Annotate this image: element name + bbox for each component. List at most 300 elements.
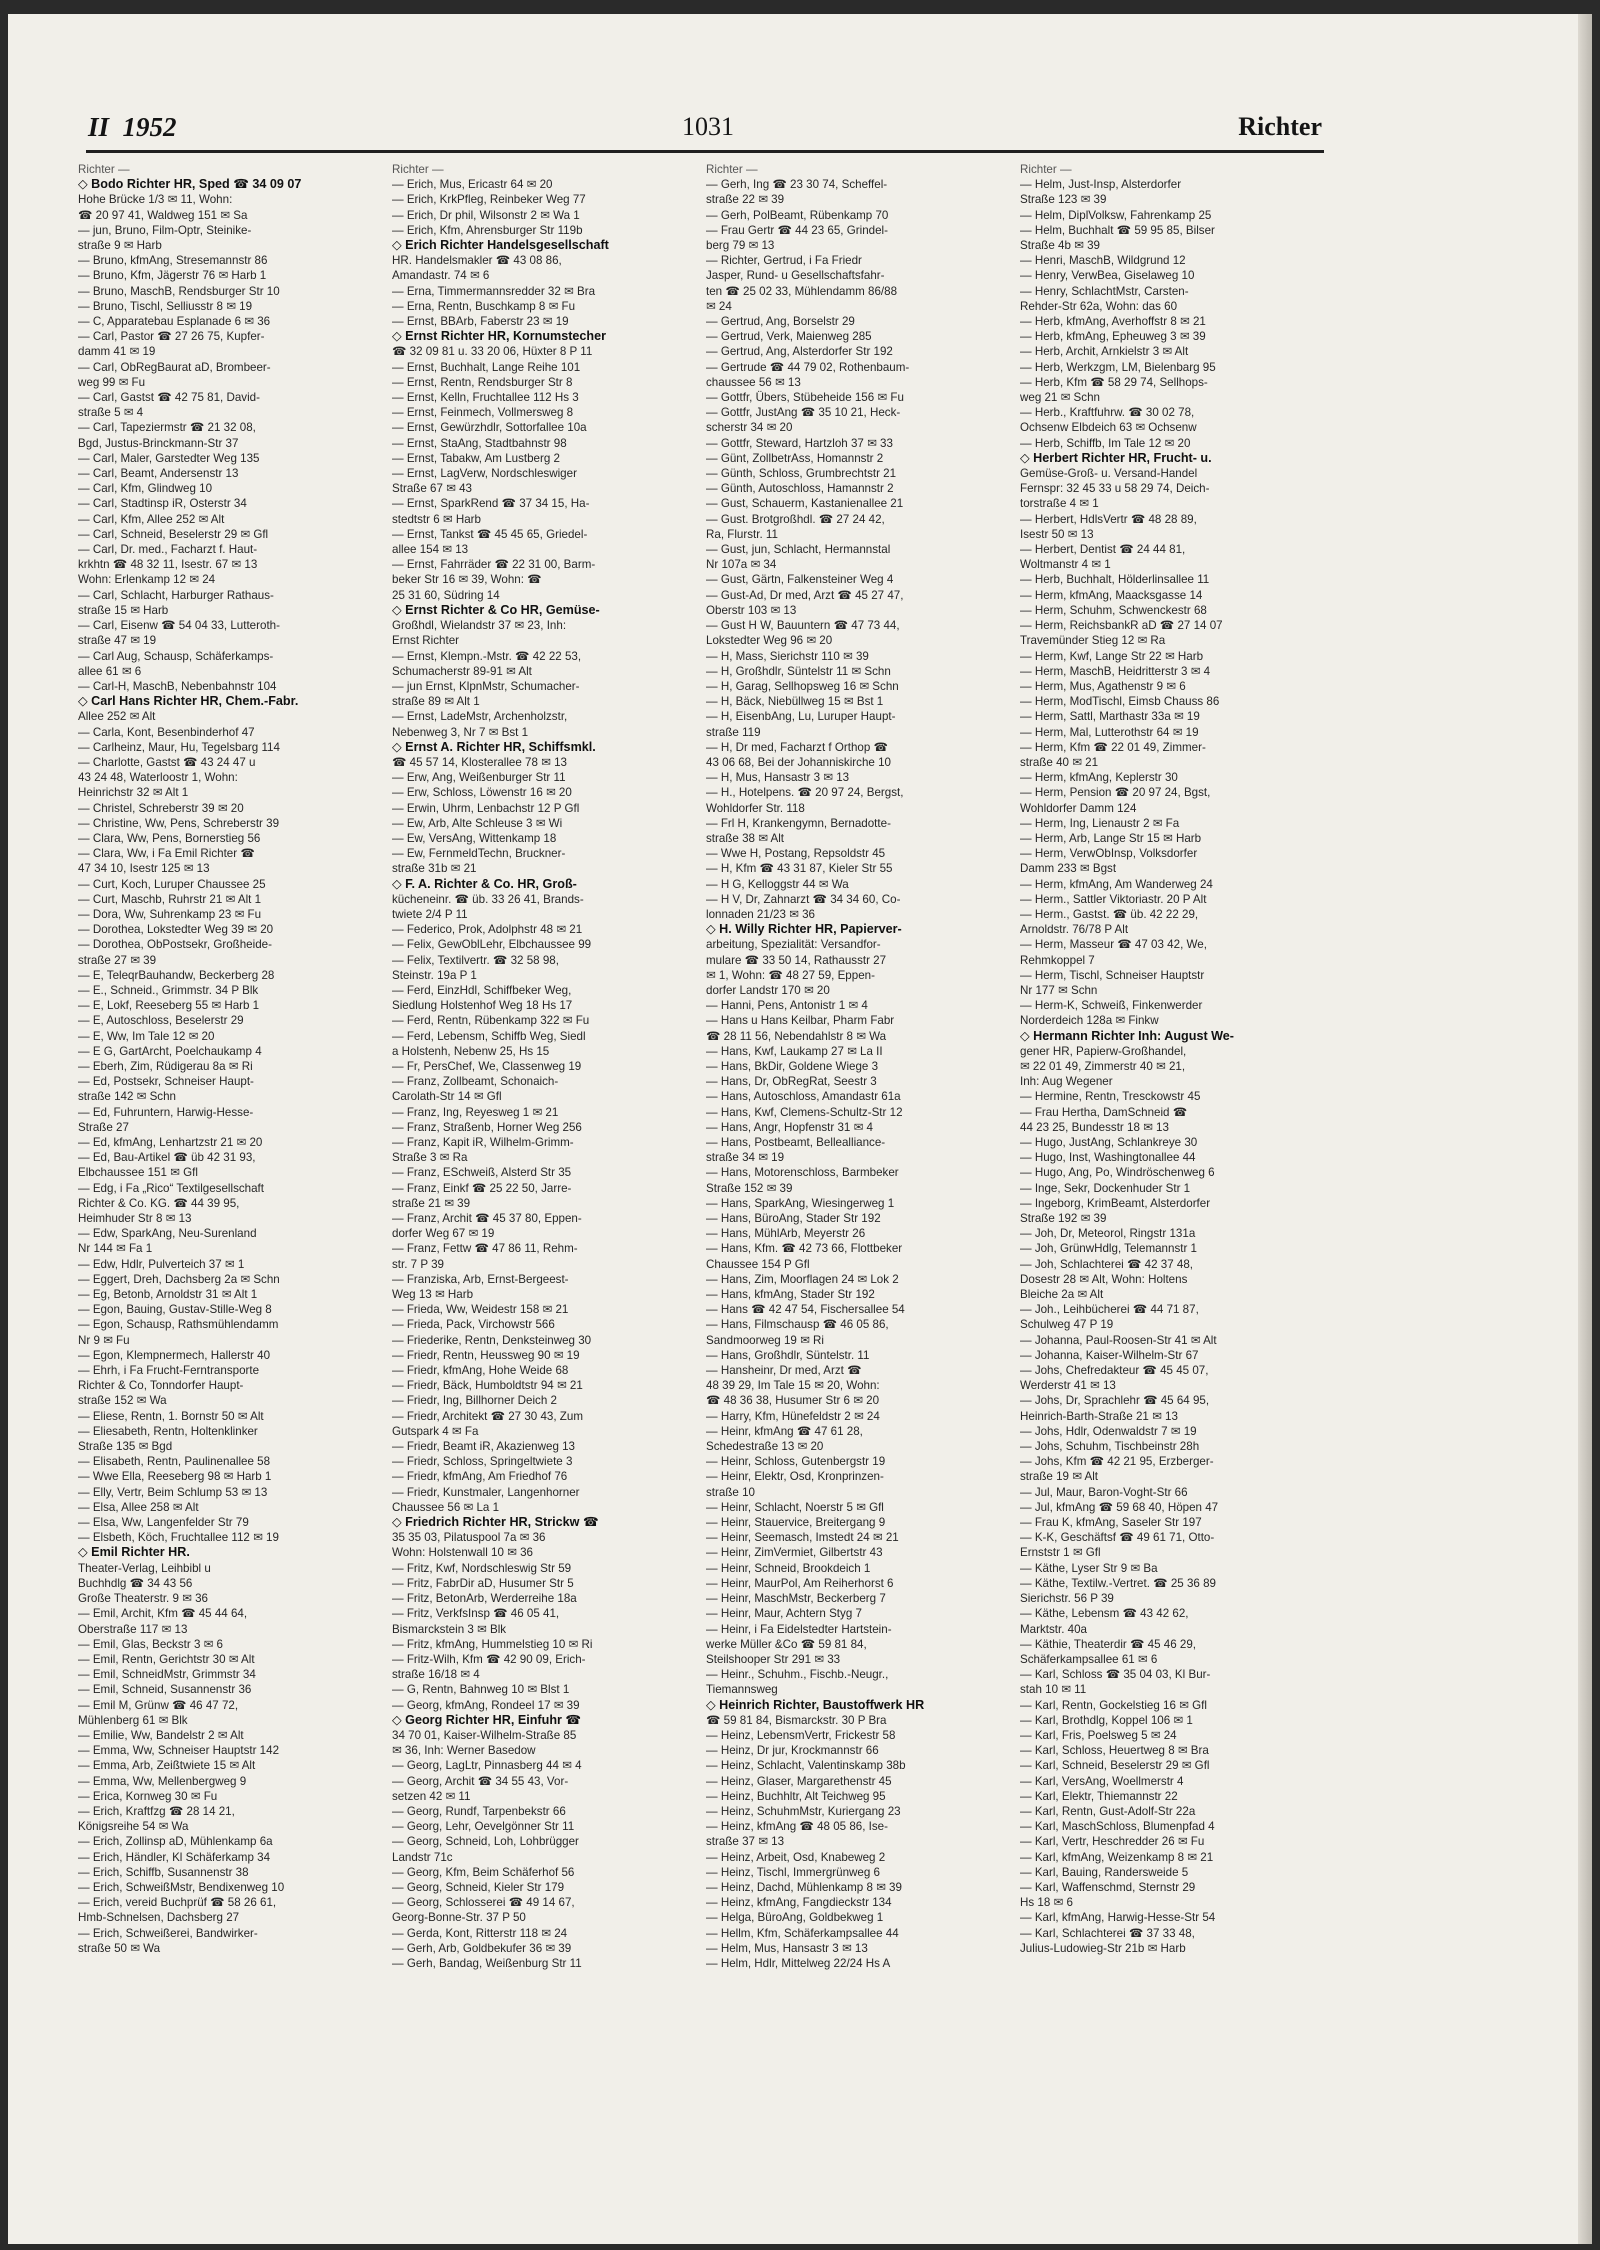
directory-entry-line: ☎ 28 11 56, Nebendahlstr 8 ✉ Wa (706, 1029, 887, 1043)
directory-entry-line: — Karl, Fris, Poelsweg 5 ✉ 24 (1020, 1728, 1177, 1742)
directory-entry-line: Straße 67 ✉ 43 (392, 482, 472, 496)
directory-entry-line: — Carl, Kfm, Glindweg 10 (78, 482, 213, 496)
directory-entry-line: Bleiche 2a ✉ Alt (1020, 1288, 1104, 1302)
directory-entry-line: — Joh, GrünwHdlg, Telemannstr 1 (1020, 1242, 1197, 1256)
directory-entry-line: — H., Hotelpens. ☎ 20 97 24, Bergst, (706, 786, 904, 800)
directory-entry-line: — Carl, Pastor ☎ 27 26 75, Kupfer- (78, 330, 265, 344)
directory-entry-line: — Emil M, Grünw ☎ 46 47 72, (78, 1698, 239, 1712)
directory-entry-line: — Johanna, Paul-Roosen-Str 41 ✉ Alt (1020, 1333, 1217, 1347)
directory-entry-line: straße 19 ✉ Alt (1020, 1470, 1099, 1484)
directory-entry-line: — Käthe, Lebensm ☎ 43 42 62, (1020, 1607, 1189, 1621)
directory-entry-line: Straße 135 ✉ Bgd (78, 1440, 173, 1454)
directory-entry-line: Nr 177 ✉ Schn (1020, 983, 1098, 997)
directory-entry-line: Hohe Brücke 1/3 ✉ 11, Wohn: (78, 193, 233, 207)
directory-entry-line: — H G, Kelloggstr 44 ✉ Wa (706, 877, 849, 891)
directory-entry-line: Nr 9 ✉ Fu (78, 1333, 130, 1347)
directory-entry-line: Gutspark 4 ✉ Fa (392, 1424, 479, 1438)
directory-entry-line: — Erich, Schiffb, Susannenstr 38 (78, 1865, 249, 1879)
directory-entry-line: — Eliese, Rentn, 1. Bornstr 50 ✉ Alt (78, 1409, 264, 1423)
directory-entry-line: str. 7 P 39 (392, 1257, 444, 1271)
directory-entry-line: — Herm, MaschB, Heidritterstr 3 ✉ 4 (1020, 664, 1211, 678)
directory-entry-line: Sierichstr. 56 P 39 (1020, 1592, 1114, 1606)
directory-entry-line: — Emma, Ww, Schneiser Hauptstr 142 (78, 1744, 280, 1758)
directory-entry-line: — Herb, Archit, Arnkielstr 3 ✉ Alt (1020, 345, 1189, 359)
directory-entry-line: — H V, Dr, Zahnarzt ☎ 34 34 60, Co- (706, 892, 901, 906)
directory-entry-line: — Carl, Tapeziermstr ☎ 21 32 08, (78, 421, 256, 435)
directory-entry-line: — Friedr, Rentn, Heussweg 90 ✉ 19 (392, 1348, 580, 1362)
directory-entry-line: chaussee 56 ✉ 13 (706, 375, 801, 389)
directory-entry-line: — Carlheinz, Maur, Hu, Tegelsbarg 114 (78, 740, 280, 754)
directory-entry-line: — Carl, Dr. med., Facharzt f. Haut- (78, 543, 258, 557)
directory-entry-line: straße 47 ✉ 19 (78, 634, 157, 648)
directory-entry-line: Julius-Ludowieg-Str 21b ✉ Harb (1020, 1941, 1186, 1955)
directory-entry-line: Rehmkoppel 7 (1020, 953, 1095, 967)
directory-entry-line: 35 35 03, Pilatuspool 7a ✉ 36 (392, 1531, 546, 1545)
directory-entry-line: 44 23 25, Bundesstr 18 ✉ 13 (1020, 1120, 1169, 1134)
directory-entry-line: — Karl, Schlachterei ☎ 37 33 48, (1020, 1926, 1195, 1940)
directory-entry-line: Georg-Bonne-Str. 37 P 50 (392, 1911, 526, 1925)
directory-entry-line: — Friedr, kfmAng, Hohe Weide 68 (392, 1364, 569, 1378)
directory-entry-line: — Ehrh, i Fa Frucht-Ferntransporte (78, 1364, 260, 1378)
directory-entry-line: Wohn: Holstenwall 10 ✉ 36 (392, 1546, 533, 1560)
directory-entry-line: — Frieda, Ww, Weidestr 158 ✉ 21 (392, 1303, 569, 1317)
directory-entry-line: 25 31 60, Südring 14 (392, 588, 500, 602)
directory-entry-line: Arnoldstr. 76/78 P Alt (1020, 923, 1129, 937)
directory-entry-line: — Herbert, HdlsVertr ☎ 48 28 89, (1020, 512, 1197, 526)
directory-entry-line: ☎ 20 97 41, Waldweg 151 ✉ Sa (78, 208, 248, 222)
directory-entry-line: — Emil, Glas, Beckstr 3 ✉ 6 (78, 1637, 224, 1651)
directory-entry-line: — Hans, Filmschausp ☎ 46 05 86, (706, 1318, 889, 1332)
directory-entry-line: — Emil, Schneid, Susannenstr 36 (78, 1683, 252, 1697)
directory-entry-line: — Erich, Mus, Ericastr 64 ✉ 20 (392, 178, 553, 192)
volume-number: II (88, 112, 110, 142)
directory-entry-line: ◇ Friedrich Richter HR, Strickw ☎ (392, 1515, 599, 1530)
directory-entry-line: — Heinr, MaschMstr, Beckerberg 7 (706, 1592, 886, 1606)
directory-entry-line: — Heinr, MaurPol, Am Reiherhorst 6 (706, 1576, 894, 1590)
directory-entry-line: — Egon, Bauing, Gustav-Stille-Weg 8 (78, 1303, 272, 1317)
directory-entry-line: — H, Dr med, Facharzt f Orthop ☎ (706, 740, 888, 754)
directory-entry-line: Inh: Aug Wegener (1020, 1075, 1113, 1089)
directory-entry-line: Tiemannsweg (706, 1683, 778, 1697)
directory-entry-line: — H, Mass, Sierichstr 110 ✉ 39 (706, 649, 869, 663)
directory-entry-line: — E, Lokf, Reeseberg 55 ✉ Harb 1 (78, 999, 260, 1013)
directory-entry-line: Weg 13 ✉ Harb (392, 1288, 474, 1302)
directory-entry-line: straße 142 ✉ Schn (78, 1090, 177, 1104)
directory-entry-line: Lokstedter Weg 96 ✉ 20 (706, 634, 833, 648)
directory-entry-line: — Gust, Gärtn, Falkensteiner Weg 4 (706, 573, 894, 587)
directory-entry-line: Ochsenw Elbdeich 63 ✉ Ochsenw (1020, 421, 1197, 435)
page-edge (1578, 14, 1592, 2244)
directory-entry-line: — Heinz, Arbeit, Osd, Knabeweg 2 (706, 1850, 886, 1864)
directory-entry-line: — Georg, Rundf, Tarpenbekstr 66 (392, 1804, 566, 1818)
directory-entry-line: — Erich, Schweißerei, Bandwirker- (78, 1926, 258, 1940)
directory-entry-line: — Erw, Ang, Weißenburger Str 11 (392, 771, 566, 785)
directory-entry-line: — Karl, kfmAng, Harwig-Hesse-Str 54 (1020, 1911, 1216, 1925)
column-1 (78, 162, 384, 2162)
directory-entry-line: Steilshooper Str 291 ✉ 33 (706, 1652, 841, 1666)
directory-entry-line: — Ernst, LagVerw, Nordschleswiger (392, 467, 577, 481)
directory-entry-line: — Emil, Archit, Kfm ☎ 45 44 64, (78, 1607, 248, 1621)
directory-entry-line: — Friedr, Bäck, Humboldtstr 94 ✉ 21 (392, 1379, 583, 1393)
directory-entry-line: — Erich, Händler, Kl Schäferkamp 34 (78, 1850, 271, 1864)
directory-entry-line: — Fritz, BetonArb, Werderreihe 18a (392, 1592, 577, 1606)
directory-entry-line: Straße 4b ✉ 39 (1020, 239, 1100, 253)
directory-entry-line: — H, Großhdlr, Süntelstr 11 ✉ Schn (706, 664, 891, 678)
directory-entry-line: Heinrichstr 32 ✉ Alt 1 (78, 786, 189, 800)
directory-entry-line: krkhtn ☎ 48 32 11, Isestr. 67 ✉ 13 (78, 558, 258, 572)
directory-entry-line: — H, Kfm ☎ 43 31 87, Kieler Str 55 (706, 862, 893, 876)
directory-entry-line: lonnaden 21/23 ✉ 36 (706, 907, 815, 921)
directory-entry-line: — Herm, Kfm ☎ 22 01 49, Zimmer- (1020, 740, 1206, 754)
directory-entry-line: — Carl-H, MaschB, Nebenbahnstr 104 (78, 679, 277, 693)
directory-entry-line: straße 119 (706, 725, 761, 739)
directory-entry-line: — Harry, Kfm, Hünefeldstr 2 ✉ 24 (706, 1409, 880, 1423)
directory-entry-line: beker Str 16 ✉ 39, Wohn: ☎ (392, 573, 542, 587)
directory-entry-line: — Helga, BüroAng, Goldbekweg 1 (706, 1911, 884, 1925)
directory-entry-line: — Karl, MaschSchloss, Blumenpfad 4 (1020, 1820, 1215, 1834)
directory-entry-line: — Heinz, Dachd, Mühlenkamp 8 ✉ 39 (706, 1880, 902, 1894)
directory-entry-line: — Herm, VerwObInsp, Volksdorfer (1020, 847, 1198, 861)
directory-entry-line: — Heinz, Buchhltr, Alt Teichweg 95 (706, 1789, 886, 1803)
directory-entry-line: — Heinz, SchuhmMstr, Kuriergang 23 (706, 1804, 901, 1818)
directory-entry-line: — Käthe, Textilw.-Vertret. ☎ 25 36 89 (1020, 1576, 1216, 1590)
directory-entry-line: Bismarckstein 3 ✉ Blk (392, 1622, 507, 1636)
directory-entry-line: — Hans, Postbeamt, Bellealliance- (706, 1136, 886, 1149)
directory-entry-line: — Karl, Schloss ☎ 35 04 03, Kl Bur- (1020, 1668, 1211, 1682)
directory-entry-line: — Edw, Hdlr, Pulverteich 37 ✉ 1 (78, 1257, 245, 1271)
directory-entry-line: Marktstr. 40a (1020, 1622, 1088, 1636)
directory-entry-line: Isestr 50 ✉ 13 (1020, 527, 1094, 541)
directory-entry-line: Nr 107a ✉ 34 (706, 558, 777, 572)
directory-entry-line: — E G, GartArcht, Poelchaukamp 4 (78, 1044, 262, 1058)
directory-entry-line: — Heinr, Seemasch, Imstedt 24 ✉ 21 (706, 1531, 899, 1545)
directory-entry-line: ◇ Ernst Richter HR, Kornumstecher (392, 329, 607, 344)
directory-entry-line: — Hans, Kwf, Laukamp 27 ✉ La II (706, 1044, 883, 1058)
directory-entry-line: — Joh., Leihbücherei ☎ 44 71 87, (1020, 1303, 1199, 1317)
directory-entry-line: ◇ Heinrich Richter, Baustoffwerk HR (706, 1697, 925, 1712)
directory-entry-line: — Herb, kfmAng, Averhoffstr 8 ✉ 21 (1020, 315, 1206, 329)
directory-entry-line: — Karl, Brothdlg, Koppel 106 ✉ 1 (1020, 1713, 1193, 1727)
directory-entry-line: Straße 27 (78, 1120, 129, 1134)
directory-entry-line: — Gerh, PolBeamt, Rübenkamp 70 (706, 208, 889, 222)
directory-entry-line: — Heinr, Schlacht, Noerstr 5 ✉ Gfl (706, 1500, 884, 1514)
directory-entry-line: 47 34 10, Isestr 125 ✉ 13 (78, 862, 210, 876)
directory-entry-line: — Johs, Hdlr, Odenwaldstr 7 ✉ 19 (1020, 1424, 1197, 1438)
directory-entry-line: — Clara, Ww, Pens, Bornerstieg 56 (78, 831, 261, 845)
directory-entry-line: — Hans u Hans Keilbar, Pharm Fabr (706, 1014, 895, 1028)
directory-entry-line: — Frl H, Krankengymn, Bernadotte- (706, 816, 891, 830)
directory-entry-line: — Herb., Kraftfuhrw. ☎ 30 02 78, (1020, 406, 1195, 420)
directory-entry-line: — Wwe H, Postang, Repsoldstr 45 (706, 847, 886, 861)
directory-entry-line: Königsreihe 54 ✉ Wa (78, 1820, 189, 1834)
directory-entry-line: — Herm, Mal, Lutterothstr 64 ✉ 19 (1020, 725, 1199, 739)
directory-entry-line: — Henry, SchlachtMstr, Carsten- (1020, 284, 1189, 298)
directory-entry-line: — Fritz, FabrDir aD, Husumer Str 5 (392, 1576, 574, 1590)
directory-page (8, 14, 1592, 2244)
directory-entry-line: — Fr, PersChef, We, Classenweg 19 (392, 1059, 582, 1073)
directory-entry-line: — Herm, Tischl, Schneiser Hauptstr (1020, 968, 1205, 982)
directory-entry-line: — Georg, Kfm, Beim Schäferhof 56 (392, 1865, 575, 1879)
directory-entry-line: — Friedr, kfmAng, Am Friedhof 76 (392, 1470, 568, 1484)
directory-entry-line: — Johs, Kfm ☎ 42 21 95, Erzberger- (1020, 1455, 1214, 1469)
directory-entry-line: — Ferd, Lebensm, Schiffb Weg, Siedl (392, 1029, 586, 1043)
directory-entry-line: ◇ F. A. Richter & Co. HR, Groß- (392, 876, 577, 891)
directory-entry-line: — Helm, Buchhalt ☎ 59 95 85, Bilser (1020, 223, 1215, 237)
directory-entry-line: ☎ 59 81 84, Bismarckstr. 30 P Bra (706, 1713, 887, 1727)
directory-entry-line: — Egon, Schausp, Rathsmühlendamm (78, 1318, 279, 1332)
directory-entry-line: — Edg, i Fa „Rico“ Textilgesellschaft (78, 1181, 264, 1195)
directory-entry-line: — Heinr., Schuhm., Fischb.-Neugr., (706, 1668, 889, 1682)
directory-entry-line: a Holstenh, Nebenw 25, Hs 15 (392, 1044, 550, 1058)
directory-entry-line: straße 152 ✉ Wa (78, 1394, 167, 1408)
directory-entry-line: Allee 252 ✉ Alt (78, 710, 156, 724)
directory-entry-line: — Gust H W, Bauuntern ☎ 47 73 44, (706, 619, 900, 633)
directory-entry-line: 43 06 68, Bei der Johanniskirche 10 (706, 755, 891, 769)
directory-entry-line: 34 70 01, Kaiser-Wilhelm-Straße 85 (392, 1728, 577, 1742)
directory-entry-line: — Elsa, Ww, Langenfelder Str 79 (78, 1516, 249, 1530)
directory-entry-line: — Georg, kfmAng, Rondeel 17 ✉ 39 (392, 1698, 580, 1712)
directory-entry-line: kücheneinr. ☎ üb. 33 26 41, Brands- (392, 892, 584, 906)
directory-entry-line: Amandastr. 74 ✉ 6 (392, 269, 490, 283)
directory-entry-line: ◇ Erich Richter Handelsgesellschaft (392, 238, 609, 253)
directory-entry-line: Oberstr 103 ✉ 13 (706, 603, 797, 617)
directory-entry-line: — Fritz, kfmAng, Hummelstieg 10 ✉ Ri (392, 1637, 593, 1651)
directory-entry-line: — H, Bäck, Niebüllweg 15 ✉ Bst 1 (706, 695, 884, 709)
directory-entry-line: twiete 2/4 P 11 (392, 907, 468, 921)
directory-entry-line: — Hans, MühlArb, Meyerstr 26 (706, 1227, 866, 1241)
directory-entry-line: — Georg, Archit ☎ 34 55 43, Vor- (392, 1774, 569, 1788)
directory-entry-line: — Carl, Maler, Garstedter Weg 135 (78, 451, 260, 465)
volume-year (88, 112, 177, 143)
directory-entry-line: — Bruno, kfmAng, Stresemannstr 86 (78, 254, 268, 268)
directory-entry-line: — Frieda, Pack, Virchowstr 566 (392, 1318, 555, 1332)
directory-entry-line: — Ernst, Buchhalt, Lange Reihe 101 (392, 360, 581, 374)
directory-entry-line: — Gust, jun, Schlacht, Hermannstal (706, 543, 891, 557)
directory-entry-line: ◇ Herbert Richter HR, Frucht- u. (1020, 450, 1212, 465)
directory-entry-line: — Franz, Fettw ☎ 47 86 11, Rehm- (392, 1242, 578, 1256)
directory-entry-line: — Carl, ObRegBaurat aD, Brombeer- (78, 360, 271, 374)
directory-entry-line: — Herb, Werkzgm, LM, Bielenbarg 95 (1020, 360, 1216, 374)
directory-entry-line: stedtstr 6 ✉ Harb (392, 512, 481, 526)
directory-entry-line: — Emil, SchneidMstr, Grimmstr 34 (78, 1668, 256, 1682)
directory-entry-line: — Ernst, Klempn.-Mstr. ☎ 42 22 53, (392, 649, 582, 663)
directory-entry-line: — Erich, Kfm, Ahrensburger Str 119b (392, 223, 583, 237)
directory-entry-line: — Friedr, Schloss, Springeltwiete 3 (392, 1455, 573, 1469)
directory-entry-line: — Hans, Dr, ObRegRat, Seestr 3 (706, 1075, 877, 1089)
directory-entry-line: gener HR, Papierw-Großhandel, (1020, 1044, 1187, 1058)
directory-entry-line: Straße 192 ✉ 39 (1020, 1212, 1107, 1226)
directory-entry-line: — Henri, MaschB, Wildgrund 12 (1020, 254, 1186, 268)
directory-entry-line: — Karl, kfmAng, Weizenkamp 8 ✉ 21 (1020, 1850, 1214, 1864)
directory-entry-line: — Carl, Eisenw ☎ 54 04 33, Lutteroth- (78, 619, 280, 633)
directory-entry-line: — Helm, Mus, Hansastr 3 ✉ 13 (706, 1941, 868, 1955)
directory-entry-line: straße 89 ✉ Alt 1 (392, 695, 480, 709)
directory-entry-line: 48 39 29, Im Tale 15 ✉ 20, Wohn: (706, 1379, 880, 1393)
directory-entry-line: — Emma, Arb, Zeißtwiete 15 ✉ Alt (78, 1759, 256, 1773)
directory-entry-line: — Herm, Schuhm, Schwenckestr 68 (1020, 603, 1207, 617)
directory-entry-line: — Herm-K, Schweiß, Finkenwerder (1020, 999, 1203, 1013)
directory-entry-line: — Herb, Schiffb, Im Tale 12 ✉ 20 (1020, 436, 1191, 450)
directory-entry-line: Damm 233 ✉ Bgst (1020, 862, 1117, 876)
directory-entry-line: — Heinr, Maur, Achtern Styg 7 (706, 1607, 862, 1621)
page-number: 1031 (682, 112, 734, 141)
column-2 (392, 162, 698, 2162)
directory-entry-line: — Clara, Ww, i Fa Emil Richter ☎ (78, 847, 255, 861)
directory-entry-line: — Egon, Klempnermech, Hallerstr 40 (78, 1348, 271, 1362)
directory-entry-line: Nr 144 ✉ Fa 1 (78, 1242, 153, 1256)
directory-entry-line: Richter — (706, 163, 758, 176)
directory-entry-line: — Gertrud, Verk, Maienweg 285 (706, 330, 872, 344)
directory-entry-line: — Hans, kfmAng, Stader Str 192 (706, 1288, 875, 1302)
directory-entry-line: — Hans, Angr, Hopfenstr 31 ✉ 4 (706, 1120, 873, 1134)
directory-entry-line: — Bruno, Kfm, Jägerstr 76 ✉ Harb 1 (78, 269, 267, 283)
directory-entry-line: — Curt, Maschb, Ruhrstr 21 ✉ Alt 1 (78, 892, 262, 906)
directory-entry-line: — H, Mus, Hansastr 3 ✉ 13 (706, 771, 850, 785)
directory-columns (78, 162, 1328, 2162)
directory-entry-line: — Charlotte, Gastst ☎ 43 24 47 u (78, 755, 256, 769)
directory-entry-line: ◇ Emil Richter HR. (78, 1545, 190, 1560)
directory-entry-line: — Gottfr, JustAng ☎ 35 10 21, Heck- (706, 406, 901, 420)
directory-entry-line: straße 34 ✉ 19 (706, 1151, 785, 1165)
directory-entry-line: — Georg, LagLtr, Pinnasberg 44 ✉ 4 (392, 1759, 582, 1773)
directory-entry-line: — Heinz, Schlacht, Valentinskamp 38b (706, 1759, 906, 1773)
year: 1952 (122, 112, 177, 142)
directory-entry-line: — Carl, Schneid, Beselerstr 29 ✉ Gfl (78, 527, 269, 541)
directory-entry-line: — Hermine, Rentn, Tresckowstr 45 (1020, 1090, 1201, 1104)
directory-entry-line: — Jul, kfmAng ☎ 59 68 40, Höpen 47 (1020, 1500, 1219, 1514)
directory-entry-line: — Heinz, LebensmVertr, Frickestr 58 (706, 1728, 896, 1742)
directory-entry-line: berg 79 ✉ 13 (706, 239, 775, 253)
directory-entry-line: Gemüse-Groß- u. Versand-Handel (1020, 467, 1198, 481)
directory-entry-line: — Johs, Chefredakteur ☎ 45 45 07, (1020, 1364, 1209, 1378)
directory-entry-line: — Ed, Fuhruntern, Harwig-Hesse- (78, 1105, 254, 1119)
directory-entry-line: ☎ 32 09 81 u. 33 20 06, Hüxter 8 P 11 (392, 345, 593, 359)
directory-entry-line: — Friedr, Kunstmaler, Langenhorner (392, 1485, 580, 1499)
directory-entry-line: Sandmoorweg 19 ✉ Ri (706, 1333, 824, 1347)
directory-entry-line: — Herm, Kwf, Lange Str 22 ✉ Harb (1020, 649, 1204, 663)
directory-entry-line: — Herm., Sattler Viktoriastr. 20 P Alt (1020, 892, 1207, 906)
directory-entry-line: — Hans, Großhdlr, Süntelstr. 11 (706, 1348, 870, 1362)
directory-entry-line: — Ed, Bau-Artikel ☎ üb 42 31 93, (78, 1151, 256, 1165)
directory-entry-line: — Heinz, Dr jur, Krockmannstr 66 (706, 1744, 879, 1758)
directory-entry-line: — Elsa, Allee 258 ✉ Alt (78, 1500, 199, 1514)
directory-entry-line: — Frau Hertha, DamSchneid ☎ (1020, 1105, 1188, 1119)
directory-entry-line: — H, EisenbAng, Lu, Luruper Haupt- (706, 710, 896, 724)
directory-entry-line: — Gertrud, Ang, Borselstr 29 (706, 315, 855, 329)
directory-entry-line: — Ew, VersAng, Wittenkamp 18 (392, 831, 557, 845)
directory-entry-line: Woltmanstr 4 ✉ 1 (1020, 558, 1111, 572)
running-head-name: Richter (1238, 112, 1322, 141)
directory-entry-line: — Ernst, Fahrräder ☎ 22 31 00, Barm- (392, 558, 596, 572)
directory-entry-line: — Herb, Kfm ☎ 58 29 74, Sellhops- (1020, 375, 1208, 389)
directory-entry-line: — Gottfr, Übers, Stübeheide 156 ✉ Fu (706, 391, 904, 405)
directory-entry-line: — Johs, Schuhm, Tischbeinstr 28h (1020, 1440, 1200, 1454)
directory-entry-line: — Fritz, Kwf, Nordschleswig Str 59 (392, 1561, 572, 1575)
directory-entry-line: Richter & Co. KG. ☎ 44 39 95, (78, 1196, 240, 1210)
directory-entry-line: — Felix, GewOblLehr, Elbchaussee 99 (392, 938, 592, 952)
directory-entry-line: — Ferd, EinzHdl, Schiffbeker Weg, (392, 983, 572, 997)
directory-entry-line: — Fritz, VerkfsInsp ☎ 46 05 41, (392, 1607, 560, 1621)
directory-entry-line: — Georg, Lehr, Oevelgönner Str 11 (392, 1820, 575, 1834)
directory-entry-line: Schedestraße 13 ✉ 20 (706, 1440, 824, 1454)
directory-entry-line: 43 24 48, Waterloostr 1, Wohn: (78, 771, 238, 785)
directory-entry-line: weg 21 ✉ Schn (1020, 391, 1100, 405)
directory-entry-line: — Herb, kfmAng, Epheuweg 3 ✉ 39 (1020, 330, 1206, 344)
directory-entry-line: ✉ 22 01 49, Zimmerstr 40 ✉ 21, (1020, 1059, 1186, 1073)
directory-entry-line: — Ernst, Kelln, Fruchtallee 112 Hs 3 (392, 391, 579, 405)
directory-entry-line: — Eliesabeth, Rentn, Holtenklinker (78, 1424, 258, 1438)
directory-entry-line: — Gust, Schauerm, Kastanienallee 21 (706, 497, 904, 511)
directory-entry-line: — jun, Bruno, Film-Optr, Steinike- (78, 223, 252, 237)
directory-entry-line: straße 9 ✉ Harb (78, 239, 162, 253)
directory-entry-line: — Hans, Autoschloss, Amandastr 61a (706, 1090, 901, 1104)
directory-entry-line: — Franziska, Arb, Ernst-Bergeest- (392, 1272, 569, 1286)
directory-entry-line: Straße 123 ✉ 39 (1020, 193, 1107, 207)
directory-entry-line: — Erich, KrkPfleg, Reinbeker Weg 77 (392, 193, 586, 207)
directory-entry-line: Richter — (78, 163, 130, 176)
directory-entry-line: — Jul, Maur, Baron-Voght-Str 66 (1020, 1485, 1188, 1499)
directory-entry-line: — Georg, Schneid, Kieler Str 179 (392, 1880, 565, 1894)
directory-entry-line: — Gertrude ☎ 44 79 02, Rothenbaum- (706, 360, 910, 374)
directory-entry-line: setzen 42 ✉ 11 (392, 1789, 471, 1803)
directory-entry-line: Heimhuder Str 8 ✉ 13 (78, 1212, 192, 1226)
directory-entry-line: Großhdl, Wielandstr 37 ✉ 23, Inh: (392, 619, 567, 633)
directory-entry-line: straße 10 (706, 1485, 755, 1499)
directory-entry-line: — Wwe Ella, Reeseberg 98 ✉ Harb 1 (78, 1470, 272, 1484)
directory-entry-line: — Herm, kfmAng, Maacksgasse 14 (1020, 588, 1203, 602)
directory-entry-line: — Ernst, LadeMstr, Archenholzstr, (392, 710, 568, 724)
directory-entry-line: Richter — (392, 163, 444, 176)
directory-entry-line: — Gerda, Kont, Ritterstr 118 ✉ 24 (392, 1926, 568, 1940)
directory-entry-line: — K-K, Geschäftsf ☎ 49 61 71, Otto- (1020, 1531, 1215, 1545)
directory-entry-line: — Friederike, Rentn, Denksteinweg 30 (392, 1333, 592, 1347)
page-header (82, 110, 1322, 148)
directory-entry-line: Schäferkampsallee 61 ✉ 6 (1020, 1652, 1158, 1666)
directory-entry-line: ◇ Bodo Richter HR, Sped ☎ 34 09 07 (78, 177, 302, 192)
directory-entry-line: — Bruno, MaschB, Rendsburger Str 10 (78, 284, 280, 298)
directory-entry-line: — Herm, Sattl, Marthastr 33a ✉ 19 (1020, 710, 1200, 724)
directory-entry-line: allee 61 ✉ 6 (78, 664, 142, 678)
directory-entry-line: straße 38 ✉ Alt (706, 831, 785, 845)
directory-entry-line: straße 40 ✉ 21 (1020, 755, 1099, 769)
directory-entry-line: Wohldorfer Str. 118 (706, 801, 805, 815)
directory-entry-line: — Henry, VerwBea, Giselaweg 10 (1020, 269, 1195, 283)
directory-entry-line: — Hans ☎ 42 47 54, Fischersallee 54 (706, 1303, 905, 1317)
directory-entry-line: Straße 152 ✉ 39 (706, 1181, 793, 1195)
directory-entry-line: — Emilie, Ww, Bandelstr 2 ✉ Alt (78, 1728, 244, 1742)
directory-entry-line: Wohldorfer Damm 124 (1020, 801, 1137, 815)
directory-entry-line: — Erich, Kraftfzg ☎ 28 14 21, (78, 1804, 235, 1818)
directory-entry-line: — Dorothea, Lokstedter Weg 39 ✉ 20 (78, 923, 274, 937)
directory-entry-line: — Karl, Elektr, Thiemannstr 22 (1020, 1789, 1178, 1803)
directory-entry-line: — Dorothea, ObPostsekr, Großheide- (78, 938, 272, 952)
directory-entry-line: — Hugo, Inst, Washingtonallee 44 (1020, 1151, 1196, 1165)
directory-entry-line: — E, Autoschloss, Beselerstr 29 (78, 1014, 244, 1028)
directory-entry-line: — Carl, Kfm, Allee 252 ✉ Alt (78, 512, 225, 526)
directory-entry-line: — Bruno, Tischl, Selliusstr 8 ✉ 19 (78, 299, 253, 313)
directory-entry-line: — Hans, Motorenschloss, Barmbeker (706, 1166, 899, 1180)
directory-entry-line: — Herbert, Dentist ☎ 24 44 81, (1020, 543, 1186, 557)
directory-entry-line: — Hugo, Ang, Po, Windröschenweg 6 (1020, 1166, 1215, 1180)
directory-entry-line: — Heinr, i Fa Eidelstedter Hartstein- (706, 1622, 892, 1636)
directory-entry-line: — Herm, Masseur ☎ 47 03 42, We, (1020, 938, 1207, 952)
directory-entry-line: Wohn: Erlenkamp 12 ✉ 24 (78, 573, 216, 587)
directory-entry-line: — Erna, Timmermannsredder 32 ✉ Bra (392, 284, 596, 298)
directory-entry-line: Landstr 71c (392, 1850, 453, 1864)
directory-entry-line: straße 5 ✉ 4 (78, 406, 144, 420)
directory-entry-line: — Herb, Buchhalt, Hölderlinsallee 11 (1020, 573, 1210, 587)
directory-entry-line: — Johanna, Kaiser-Wilhelm-Str 67 (1020, 1348, 1199, 1362)
